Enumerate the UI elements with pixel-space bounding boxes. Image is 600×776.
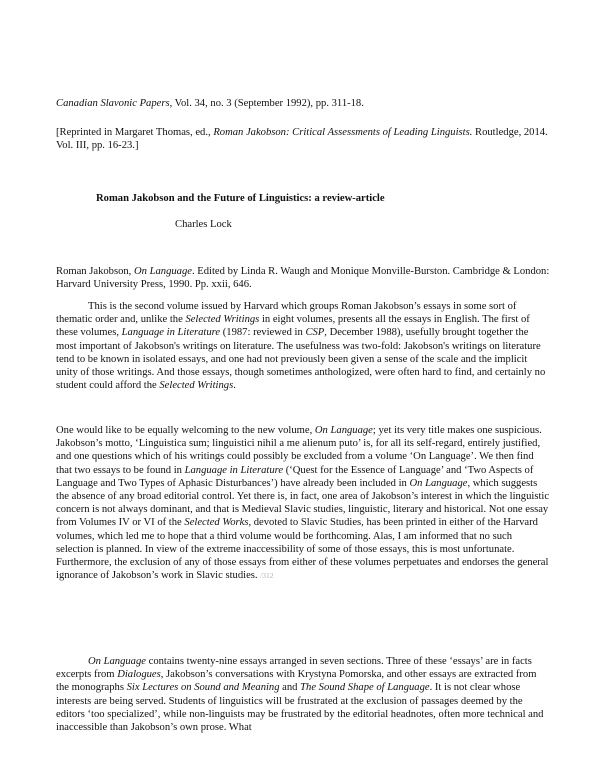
italic-run: CSP bbox=[305, 327, 325, 339]
italic-run: Language in Literature bbox=[121, 327, 221, 339]
reprint-suffix: Routledge, 2014. Vol. III, pp. 16-23.] bbox=[56, 127, 548, 152]
text-run: ; yet its very title makes one suspicious. Jakobson’s motto, ‘Linguistica sum; linguistici nihil a me alienum puto’ is, for all its self-regard, entirely justified, and one questions which of his writings could possibly be excluded from a volume ‘On Language’. We then find that two essays to be found in bbox=[56, 425, 542, 476]
text-run: contains twenty-nine essays arranged in seven sections. Three of these ‘essays’ are in facts excerpts from bbox=[56, 656, 532, 681]
text-run: in eight volumes, presents all the essays in English. The first of these volumes, bbox=[56, 314, 530, 339]
text-run: , devoted to Slavic Studies, has been printed in either of the Harvard volumes, which led me to hope that a third volume would be forthcoming. Alas, I am informed that no such selection is planned. In view of the extreme inaccessibility of some of those essays, this is most unfortunate. Furthermore, the exclusion of any of those essays from either of these volumes perpetuates and endorses the general ignorance of Jakobson’s work in Slavic studies. bbox=[56, 517, 549, 582]
article-title: Roman Jakobson and the Future of Linguistics: a review-article bbox=[96, 193, 385, 204]
book-ref-title: On Language bbox=[133, 266, 192, 277]
text-run: , which suggests the absence of any broad editorial control. Yet there is, in fact, one area of Jakobson’s interest in which the linguistic concern is not always dominant, and that is Medieval Slavic studies, linguistic, literary and historical. Not one essay from Volumes IV or VI of the bbox=[56, 477, 550, 529]
paragraph-2 bbox=[56, 424, 550, 582]
italic-run: Selected Works bbox=[184, 517, 249, 529]
italic-run: On Language bbox=[409, 477, 468, 489]
italic-run: The Sound Shape of Language bbox=[300, 682, 430, 694]
italic-run: On Language bbox=[314, 425, 373, 436]
reprint-prefix: [Reprinted in Margaret Thomas, ed., bbox=[56, 127, 214, 138]
reviewed-book-reference bbox=[56, 265, 550, 291]
italic-run: On Language bbox=[88, 656, 146, 667]
book-ref-author: Roman Jakobson, bbox=[56, 266, 134, 277]
paragraph-3 bbox=[56, 655, 550, 734]
reprint-note bbox=[56, 126, 550, 152]
italic-run: Language in Literature bbox=[184, 464, 284, 476]
page-break-marker: /312 bbox=[260, 571, 274, 581]
citation-details: , Vol. 34, no. 3 (September 1992), pp. 311-18. bbox=[169, 98, 364, 109]
journal-name: Canadian Slavonic Papers bbox=[56, 98, 170, 109]
italic-run: Dialogues bbox=[117, 669, 161, 681]
italic-run: Selected Writings bbox=[185, 314, 260, 326]
italic-run: Six Lectures on Sound and Meaning bbox=[126, 682, 280, 694]
text-run: This is the second volume issued by Harvard which groups Roman Jakobson’s essays in some sort of thematic order and, unlike the bbox=[56, 301, 517, 326]
citation-line bbox=[56, 97, 550, 110]
text-run: , Jakobson’s conversations with Krystyna Pomorska, and other essays are extracted from the monographs bbox=[56, 669, 537, 694]
text-run: (1987: reviewed in bbox=[220, 327, 306, 339]
text-run: One would like to be equally welcoming to the new volume, bbox=[56, 425, 315, 436]
text-run: (‘Quest for the Essence of Language’ and ‘Two Aspects of Language and Two Types of Aphasic Disturbances’) have already been included in bbox=[56, 464, 534, 489]
text-run: and bbox=[279, 682, 301, 694]
text-run: . bbox=[233, 380, 236, 392]
article-author: Charles Lock bbox=[175, 219, 232, 230]
text-run: , December 1988), usefully brought together the most important of Jakobson's writings on literature. The usefulness was two-fold: Jakobson's writings on literature tend to be known in isolated essays, and one had not previously been given a sense of the scale and the implicit unity of those writings. And those essays, though sometimes anthologized, were often hard to find, and certainly no student could afford the bbox=[56, 327, 546, 392]
paragraph-1 bbox=[56, 300, 550, 392]
book-ref-details: . Edited by Linda R. Waugh and Monique Monville-Burston. Cambridge & London: Harvard University Press, 1990. Pp. xxii, 646. bbox=[56, 266, 550, 291]
text-run: . It is not clear whose interests are being served. Students of linguistics will be frustrated at the exclusion of passages deemed by the editors ‘too specialized’, while non-linguists may be frustrated by the editorial headnotes, often more technical and inaccessible than Jakobson’s own prose. What bbox=[56, 682, 544, 734]
reprint-book-title: Roman Jakobson: Critical Assessments of Leading Linguists. bbox=[213, 127, 473, 138]
italic-run: Selected Writings bbox=[159, 380, 234, 392]
